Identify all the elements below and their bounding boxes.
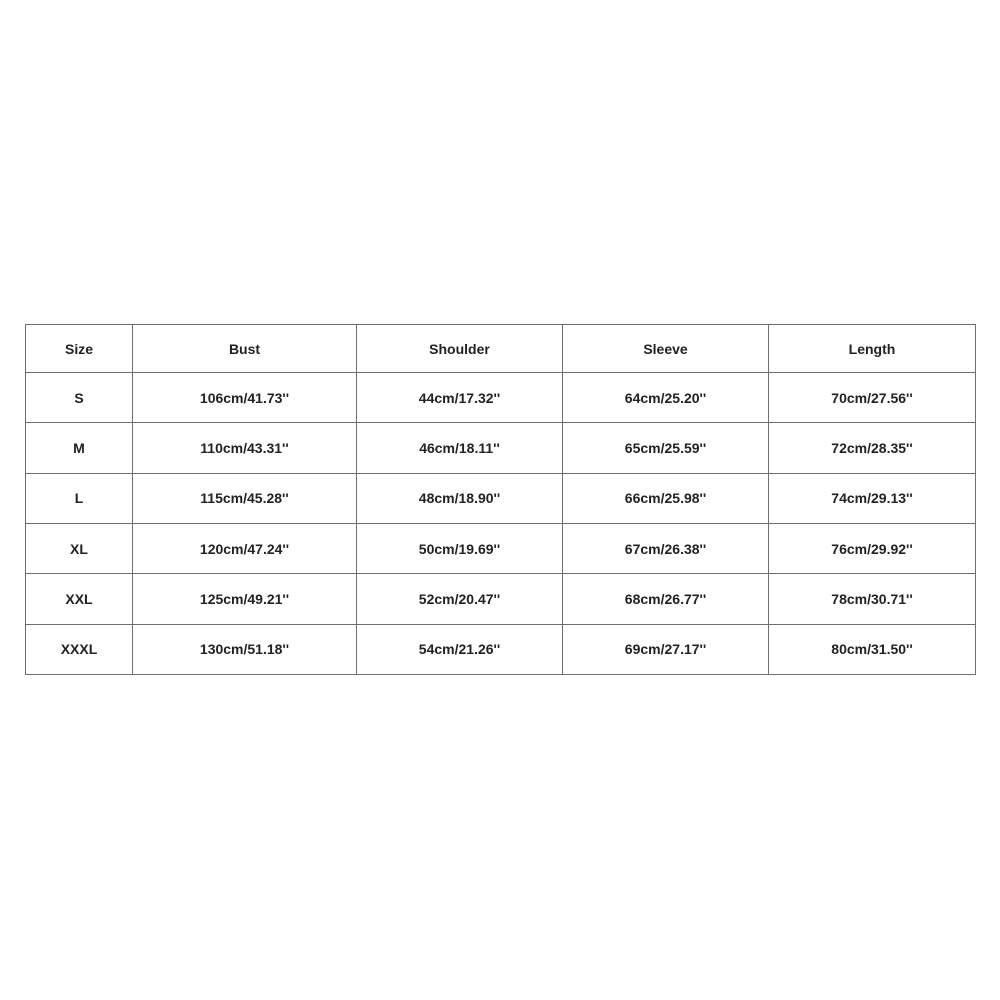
shoulder-cell: 44cm/17.32'' — [357, 373, 563, 423]
header-bust: Bust — [133, 325, 357, 373]
sleeve-cell: 69cm/27.17'' — [563, 624, 769, 674]
shoulder-cell: 48cm/18.90'' — [357, 473, 563, 523]
table-row — [26, 423, 976, 473]
size-cell: XXL — [26, 574, 133, 624]
length-cell: 78cm/30.71'' — [769, 574, 976, 624]
shoulder-cell: 46cm/18.11'' — [357, 423, 563, 473]
table-header — [26, 325, 976, 373]
table-row — [26, 574, 976, 624]
sleeve-cell: 64cm/25.20'' — [563, 373, 769, 423]
table-row — [26, 473, 976, 523]
header-length: Length — [769, 325, 976, 373]
table-row — [26, 523, 976, 573]
length-cell: 74cm/29.13'' — [769, 473, 976, 523]
sleeve-cell: 65cm/25.59'' — [563, 423, 769, 473]
shoulder-cell: 52cm/20.47'' — [357, 574, 563, 624]
shoulder-cell: 54cm/21.26'' — [357, 624, 563, 674]
shoulder-cell: 50cm/19.69'' — [357, 523, 563, 573]
size-chart-table — [25, 324, 976, 675]
bust-cell: 120cm/47.24'' — [133, 523, 357, 573]
table-row — [26, 373, 976, 423]
bust-cell: 110cm/43.31'' — [133, 423, 357, 473]
size-cell: S — [26, 373, 133, 423]
bust-cell: 125cm/49.21'' — [133, 574, 357, 624]
size-cell: XXXL — [26, 624, 133, 674]
size-cell: M — [26, 423, 133, 473]
length-cell: 76cm/29.92'' — [769, 523, 976, 573]
table-row — [26, 624, 976, 674]
sleeve-cell: 68cm/26.77'' — [563, 574, 769, 624]
table-body — [26, 373, 976, 675]
length-cell: 80cm/31.50'' — [769, 624, 976, 674]
bust-cell: 106cm/41.73'' — [133, 373, 357, 423]
sleeve-cell: 66cm/25.98'' — [563, 473, 769, 523]
header-sleeve: Sleeve — [563, 325, 769, 373]
length-cell: 70cm/27.56'' — [769, 373, 976, 423]
size-cell: L — [26, 473, 133, 523]
length-cell: 72cm/28.35'' — [769, 423, 976, 473]
bust-cell: 130cm/51.18'' — [133, 624, 357, 674]
sleeve-cell: 67cm/26.38'' — [563, 523, 769, 573]
header-size: Size — [26, 325, 133, 373]
size-cell: XL — [26, 523, 133, 573]
header-shoulder: Shoulder — [357, 325, 563, 373]
bust-cell: 115cm/45.28'' — [133, 473, 357, 523]
header-row — [26, 325, 976, 373]
